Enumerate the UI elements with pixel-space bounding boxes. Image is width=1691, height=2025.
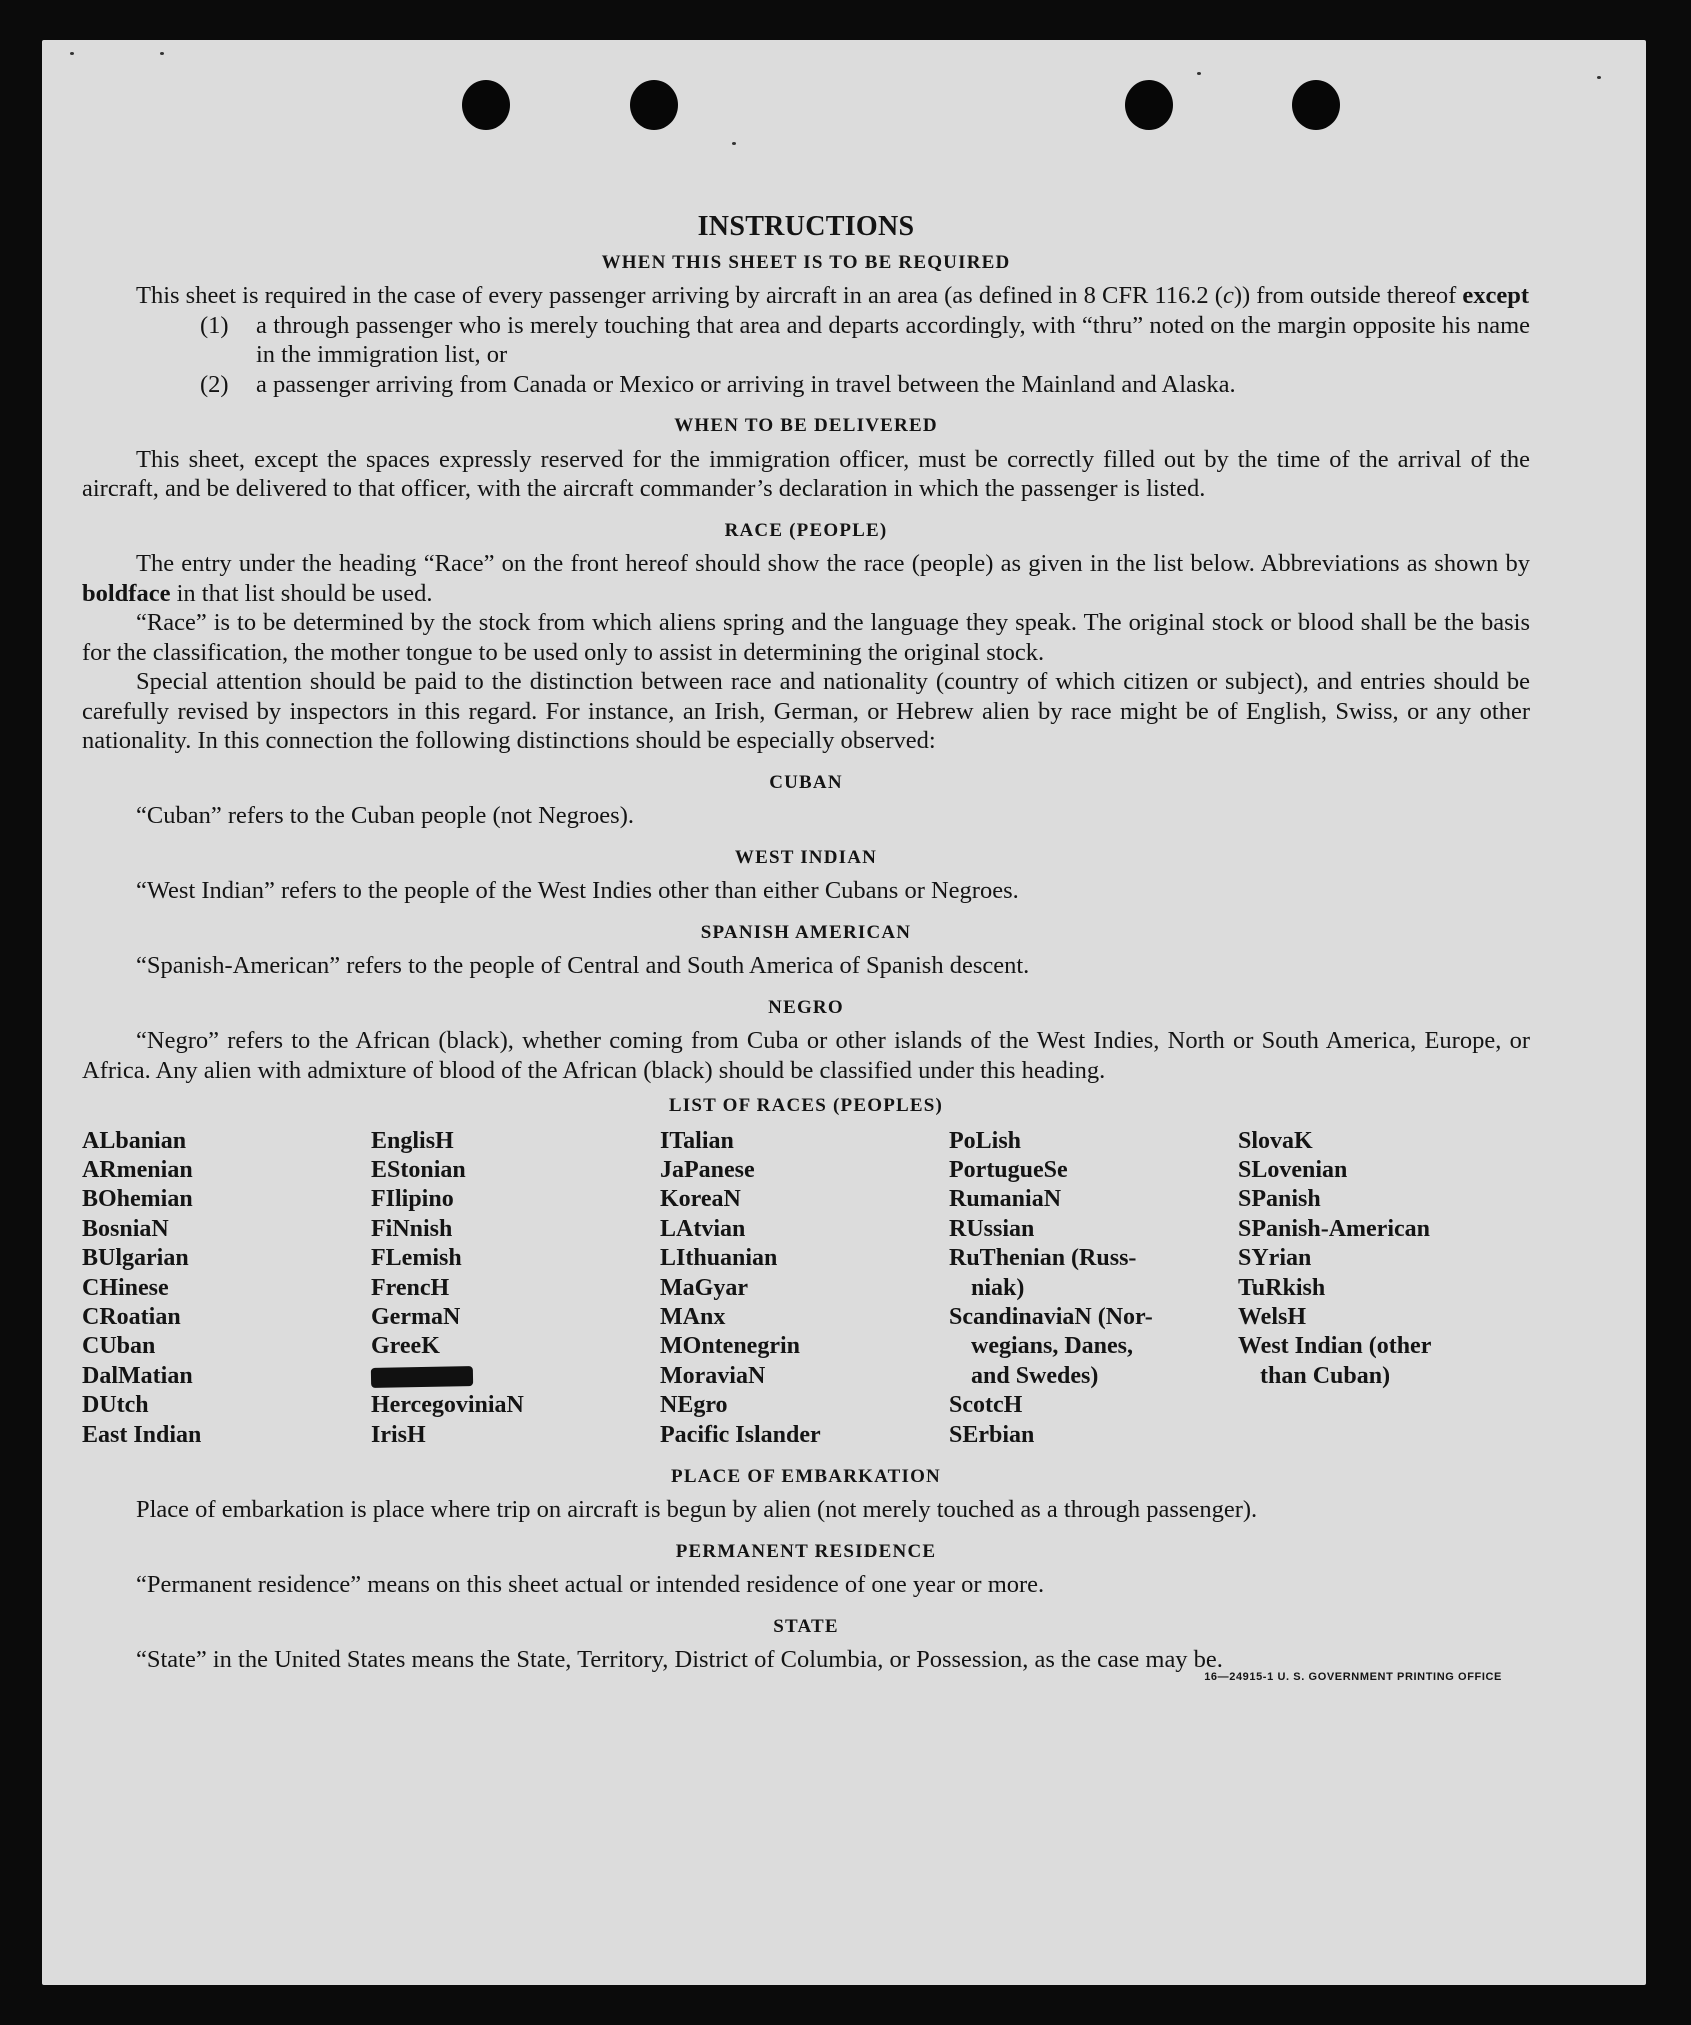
west-indian-text: “West Indian” refers to the people of the West Indies other than either Cubans or Negroes. [136,877,1019,904]
exception-item-2: (2) a passenger arriving from Canada or Mexico or arriving in travel between the Mainland and Alaska. [200,370,1236,398]
race-entry: SPanish-American [1238,1215,1430,1242]
races-list [82,1127,1530,1450]
embarkation-text: Place of embarkation is place where trip on aircraft is begun by alien (not merely touched as a through passenger). [136,1496,1258,1524]
race-entry: East Indian [82,1421,202,1448]
race-paragraph-2: “Race” is to be determined by the stock from which aliens spring and the language they speak. The original stock or blood shall be the basis for the classification, the mother tongue to be used only to assist in determining the original stock. [82,609,1530,666]
race-entry: ITalian [660,1127,734,1154]
race-entry: KoreaN [660,1186,741,1213]
race-entry: BOhemian [82,1186,193,1213]
race-entry: RUssian [949,1215,1035,1242]
race-entry: SYrian [1238,1245,1312,1272]
race-entry-continued: than Cuban) [1260,1362,1391,1389]
race-entry: MOntenegrin [660,1333,800,1360]
heading-negro: NEGRO [768,996,844,1018]
race-entry: GreeK [371,1333,440,1360]
race-entry: SPanish [1238,1186,1321,1213]
race-entry: LAtvian [660,1215,746,1242]
page-title: INSTRUCTIONS [697,211,915,242]
race-entry: LIthuanian [660,1245,778,1272]
race-entry: EStonian [371,1156,466,1183]
heading-list-of-races: LIST OF RACES (PEOPLES) [668,1095,944,1116]
race-entry: CHinese [82,1274,169,1301]
race-entry: EnglisH [371,1127,454,1154]
exception-item-1: (1) a through passenger who is merely touching that area and departs accordingly, with “thru” noted on the margin opposite his name in the immigration list, or [200,311,1530,368]
race-entry-continued: niak) [971,1274,1025,1301]
state-text: “State” in the United States means the State, Territory, District of Columbia, or Possession, as the case may be. [136,1646,1223,1674]
printer-imprint: 16—24915-1 U. S. GOVERNMENT PRINTING OFFICE [1204,1670,1502,1683]
heading-west-indian: WEST INDIAN [734,846,878,868]
races-column-5 [1238,1127,1498,1450]
race-entry: WelsH [1238,1303,1307,1330]
race-entry: SlovaK [1238,1127,1313,1154]
race-entry-continued: and Swedes) [971,1362,1099,1389]
race-entry: HercegoviniaN [371,1392,524,1419]
punch-hole [1292,80,1340,130]
race-entry: NEgro [660,1392,728,1419]
race-entry: DalMatian [82,1362,193,1389]
redacted-entry [371,1362,660,1391]
race-entry: BUlgarian [82,1245,189,1272]
race-paragraph-3: Special attention should be paid to the distinction between race and nationality (country of which citizen or subject), and entries should be carefully revised by inspectors in this regard. For instance, an Irish, German, or Hebrew alien by race might be of English, Swiss, or any other nationality. In this connection the following distinctions should be especially observed: [82,668,1530,754]
race-entry: FiNnish [371,1215,453,1242]
race-entry: FrencH [371,1274,450,1301]
race-entry: RuThenian (Russ- [949,1245,1137,1272]
when-required-intro: This sheet is required in the case of every passenger arriving by aircraft in an area (as defined in 8 CFR 116.2 (c)) from outside thereof except [136,282,1530,309]
heading-race: RACE (PEOPLE) [724,519,888,541]
when-delivered-text: This sheet, except the spaces expressly reserved for the immigration officer, must be correctly filled out by the time of the arrival of the aircraft, and be delivered to that officer, with the aircraft commander’s declaration in which the passenger is listed. [82,445,1530,502]
race-entry: JaPanese [660,1156,755,1183]
race-entry: West Indian (other [1238,1333,1432,1360]
race-entry: ALbanian [82,1127,187,1154]
heading-embarkation: PLACE OF EMBARKATION [671,1465,941,1487]
race-entry: MaGyar [660,1274,748,1301]
heading-when-required: WHEN THIS SHEET IS TO BE REQUIRED [601,251,1011,273]
heading-when-delivered: WHEN TO BE DELIVERED [674,415,938,436]
heading-residence: PERMANENT RESIDENCE [675,1540,937,1562]
punch-hole [1125,80,1173,130]
race-entry-continued: wegians, Danes, [971,1333,1134,1360]
instructions-content [82,172,1530,1692]
negro-text: “Negro” refers to the African (black), whether coming from Cuba or other islands of the West Indies, North or South America, Europe, or Africa. Any alien with admixture of blood of the African (black) should be classified under this heading. [82,1027,1530,1084]
race-entry: CRoatian [82,1303,181,1330]
heading-spanish-american: SPANISH AMERICAN [700,921,912,943]
race-entry: RumaniaN [949,1186,1062,1213]
race-entry: Pacific Islander [660,1421,821,1448]
cuban-text: “Cuban” refers to the Cuban people (not Negroes). [136,802,634,829]
race-entry: CUban [82,1333,156,1360]
race-entry: IrisH [371,1421,426,1448]
race-entry: MoraviaN [660,1362,766,1389]
race-entry: PortugueSe [949,1156,1068,1183]
races-column-3 [660,1127,949,1450]
race-entry: SErbian [949,1421,1035,1448]
race-entry: FIlipino [371,1186,454,1213]
spanish-american-text: “Spanish-American” refers to the people of Central and South America of Spanish descent. [136,952,1030,979]
race-paragraph-1: The entry under the heading “Race” on the front hereof should show the race (people) as given in the list below. Abbreviations as shown by boldface in that list should be used. [82,550,1530,607]
race-entry: SLovenian [1238,1156,1348,1183]
redaction-mark [371,1366,473,1388]
race-entry: MAnx [660,1303,726,1330]
races-column-1 [82,1127,371,1450]
race-entry: GermaN [371,1303,461,1330]
races-column-4 [949,1127,1238,1450]
race-entry: FLemish [371,1245,462,1272]
race-entry: ScotcH [949,1392,1023,1419]
document-sheet [42,40,1646,1985]
punch-hole [630,80,678,130]
race-entry: BosniaN [82,1215,169,1242]
race-entry: ARmenian [82,1156,193,1183]
punch-hole [462,80,510,130]
heading-cuban: CUBAN [769,771,843,793]
race-entry: DUtch [82,1392,149,1419]
race-entry: ScandinaviaN (Nor- [949,1303,1153,1330]
heading-state: STATE [773,1615,839,1637]
races-column-2 [371,1127,660,1450]
race-entry: TuRkish [1238,1274,1326,1301]
residence-text: “Permanent residence” means on this sheet actual or intended residence of one year or more. [136,1571,1045,1599]
race-entry: PoLish [949,1127,1022,1154]
